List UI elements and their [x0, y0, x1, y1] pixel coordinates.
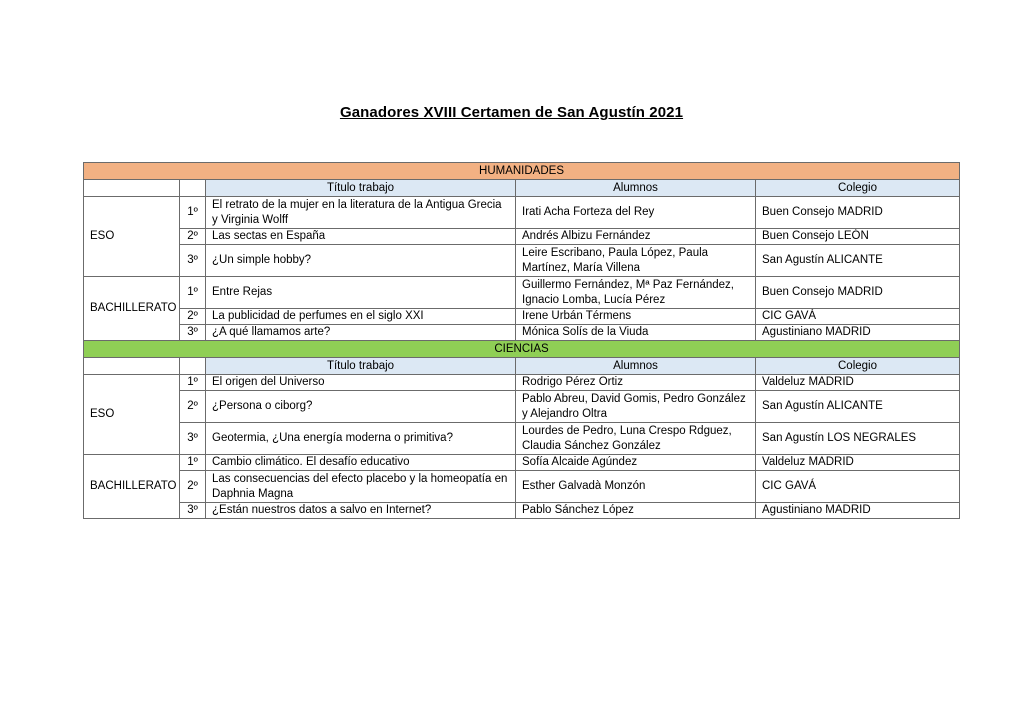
column-header-row	[84, 358, 960, 375]
level-cell: BACHILLERATO	[84, 277, 180, 341]
section-header-ciencias	[84, 341, 960, 358]
work-title-cell: ¿Están nuestros datos a salvo en Internet?	[206, 503, 516, 519]
header-titulo: Título trabajo	[206, 358, 516, 375]
header-alumnos: Alumnos	[516, 358, 756, 375]
work-title-cell: Geotermia, ¿Una energía moderna o primitiva?	[206, 423, 516, 455]
table-row	[84, 471, 960, 503]
students-cell: Pablo Abreu, David Gomis, Pedro González y Alejandro Oltra	[516, 391, 756, 423]
place-cell: 2º	[180, 471, 206, 503]
work-title-cell: El origen del Universo	[206, 375, 516, 391]
students-cell: Rodrigo Pérez Ortiz	[516, 375, 756, 391]
students-cell: Mónica Solís de la Viuda	[516, 325, 756, 341]
table-row	[84, 309, 960, 325]
work-title-cell: Las consecuencias del efecto placebo y la homeopatía en Daphnia Magna	[206, 471, 516, 503]
school-cell: Buen Consejo MADRID	[756, 277, 960, 309]
students-cell: Andrés Albizu Fernández	[516, 229, 756, 245]
students-cell: Irati Acha Forteza del Rey	[516, 197, 756, 229]
students-cell: Sofía Alcaide Agúndez	[516, 455, 756, 471]
header-empty-cell	[84, 180, 180, 197]
school-cell: Valdeluz MADRID	[756, 375, 960, 391]
work-title-cell: ¿Un simple hobby?	[206, 245, 516, 277]
school-cell: CIC GAVÁ	[756, 471, 960, 503]
level-cell: ESO	[84, 375, 180, 455]
winners-table	[83, 162, 960, 519]
header-empty-cell	[180, 180, 206, 197]
work-title-cell: Cambio climático. El desafío educativo	[206, 455, 516, 471]
students-cell: Irene Urbán Térmens	[516, 309, 756, 325]
header-alumnos: Alumnos	[516, 180, 756, 197]
table-row	[84, 197, 960, 229]
place-cell: 2º	[180, 391, 206, 423]
table-row	[84, 455, 960, 471]
section-title: HUMANIDADES	[84, 163, 960, 180]
students-cell: Esther Galvadà Monzón	[516, 471, 756, 503]
header-empty-cell	[180, 358, 206, 375]
place-cell: 3º	[180, 325, 206, 341]
work-title-cell: Entre Rejas	[206, 277, 516, 309]
place-cell: 1º	[180, 277, 206, 309]
table-row	[84, 391, 960, 423]
column-header-row	[84, 180, 960, 197]
level-cell: ESO	[84, 197, 180, 277]
place-cell: 1º	[180, 455, 206, 471]
students-cell: Pablo Sánchez López	[516, 503, 756, 519]
place-cell: 3º	[180, 245, 206, 277]
school-cell: Buen Consejo MADRID	[756, 197, 960, 229]
students-cell: Guillermo Fernández, Mª Paz Fernández, Ignacio Lomba, Lucía Pérez	[516, 277, 756, 309]
school-cell: Agustiniano MADRID	[756, 325, 960, 341]
table-row	[84, 375, 960, 391]
school-cell: Buen Consejo LEÓN	[756, 229, 960, 245]
table-row	[84, 325, 960, 341]
work-title-cell: El retrato de la mujer en la literatura de la Antigua Grecia y Virginia Wolff	[206, 197, 516, 229]
place-cell: 1º	[180, 197, 206, 229]
header-colegio: Colegio	[756, 358, 960, 375]
place-cell: 2º	[180, 229, 206, 245]
page-title: Ganadores XVIII Certamen de San Agustín 2021	[339, 104, 684, 121]
school-cell: CIC GAVÁ	[756, 309, 960, 325]
school-cell: San Agustín ALICANTE	[756, 245, 960, 277]
place-cell: 3º	[180, 503, 206, 519]
work-title-cell: ¿A qué llamamos arte?	[206, 325, 516, 341]
table-row	[84, 229, 960, 245]
section-header-humanidades	[84, 163, 960, 180]
school-cell: San Agustín LOS NEGRALES	[756, 423, 960, 455]
work-title-cell: La publicidad de perfumes en el siglo XXI	[206, 309, 516, 325]
school-cell: San Agustín ALICANTE	[756, 391, 960, 423]
table-row	[84, 423, 960, 455]
header-titulo: Título trabajo	[206, 180, 516, 197]
school-cell: Valdeluz MADRID	[756, 455, 960, 471]
table-row	[84, 277, 960, 309]
header-empty-cell	[84, 358, 180, 375]
work-title-cell: ¿Persona o ciborg?	[206, 391, 516, 423]
students-cell: Lourdes de Pedro, Luna Crespo Rdguez, Claudia Sánchez González	[516, 423, 756, 455]
section-title: CIENCIAS	[84, 341, 960, 358]
level-cell: BACHILLERATO	[84, 455, 180, 519]
place-cell: 2º	[180, 309, 206, 325]
place-cell: 1º	[180, 375, 206, 391]
header-colegio: Colegio	[756, 180, 960, 197]
school-cell: Agustiniano MADRID	[756, 503, 960, 519]
students-cell: Leire Escribano, Paula López, Paula Martínez, María Villena	[516, 245, 756, 277]
work-title-cell: Las sectas en España	[206, 229, 516, 245]
place-cell: 3º	[180, 423, 206, 455]
table-row	[84, 245, 960, 277]
table-row	[84, 503, 960, 519]
